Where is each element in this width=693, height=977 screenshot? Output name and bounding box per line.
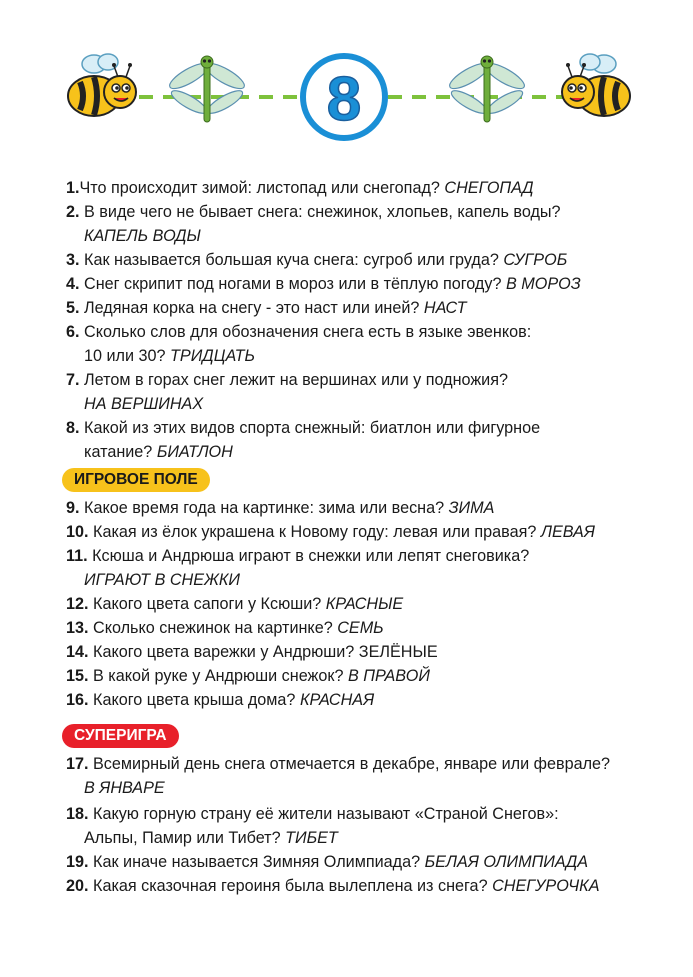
question-2: 2. В виде чего не бывает снега: снежинок, хлопьев, капель воды? xyxy=(66,203,561,221)
question-18: 18. Какую горную страну её жители называют «Страной Снегов»: xyxy=(66,805,559,823)
question-list-part2 xyxy=(66,496,666,712)
answer: В МОРОЗ xyxy=(505,275,581,293)
question-10: 10. Какая из ёлок украшена к Новому году: левая или правая? ЛЕВАЯ xyxy=(66,523,595,541)
answer: ЗЕЛЁНЫЕ xyxy=(358,643,438,661)
question-list-part1 xyxy=(66,176,666,464)
answer: БЕЛАЯ ОЛИМПИАДА xyxy=(424,853,589,871)
answer: ЛЕВАЯ xyxy=(540,523,595,541)
page-number: 8 xyxy=(326,65,362,134)
answer: СЕМЬ xyxy=(337,619,384,637)
question-18-continuation: Альпы, Памир или Тибет? ТИБЕТ xyxy=(84,829,338,847)
answer: ТРИДЦАТЬ xyxy=(170,347,256,365)
question-17: 17. Всемирный день снега отмечается в декабре, январе или феврале? xyxy=(66,755,611,773)
answer: СУГРОБ xyxy=(503,251,568,269)
answer: ЗИМА xyxy=(448,499,495,517)
answer: КАПЕЛЬ ВОДЫ xyxy=(84,227,201,245)
quiz-content xyxy=(66,176,666,898)
question-6-continuation: 10 или 30? ТРИДЦАТЬ xyxy=(84,347,256,365)
bee-icon xyxy=(68,54,136,116)
question-9: 9. Какое время года на картинке: зима или весна? ЗИМА xyxy=(66,499,495,517)
question-11: 11. Ксюша и Андрюша играют в снежки или лепят снеговика? xyxy=(66,547,530,565)
answer: В ЯНВАРЕ xyxy=(84,779,165,797)
question-2-answer-line xyxy=(66,224,666,248)
page-number-badge xyxy=(303,56,385,138)
answer: НА ВЕРШИНАХ xyxy=(84,395,204,413)
question-13: 13. Сколько снежинок на картинке? СЕМЬ xyxy=(66,619,384,637)
question-7: 7. Летом в горах снег лежит на вершинах или у подножия? xyxy=(66,371,508,389)
answer: ТИБЕТ xyxy=(285,829,338,847)
question-8-continuation: катание? БИАТЛОН xyxy=(84,443,233,461)
question-15: 15. В какой руке у Андрюши снежок? В ПРАВОЙ xyxy=(66,667,430,685)
answer: В ПРАВОЙ xyxy=(347,667,430,685)
bee-icon xyxy=(562,54,630,116)
question-list-part3 xyxy=(66,752,666,898)
question-19: 19. Как иначе называется Зимняя Олимпиада? БЕЛАЯ ОЛИМПИАДА xyxy=(66,853,589,871)
answer: НАСТ xyxy=(423,299,467,317)
question-11-answer-line xyxy=(66,568,666,592)
question-4: 4. Снег скрипит под ногами в мороз или в тёплую погоду? В МОРОЗ xyxy=(66,275,581,293)
answer: БИАТЛОН xyxy=(156,443,233,461)
answer: ИГРАЮТ В СНЕЖКИ xyxy=(84,571,241,589)
dragonfly-icon xyxy=(446,56,527,122)
question-1: 1.Что происходит зимой: листопад или снегопад? СНЕГОПАД xyxy=(66,179,534,197)
page-header xyxy=(0,0,693,160)
question-7-answer-line xyxy=(66,392,666,416)
section-title-supergame: СУПЕРИГРА xyxy=(62,724,179,748)
section-title-game-field: ИГРОВОЕ ПОЛЕ xyxy=(62,468,210,492)
question-3: 3. Как называется большая куча снега: сугроб или груда? СУГРОБ xyxy=(66,251,568,269)
answer: КРАСНЫЕ xyxy=(325,595,404,613)
answer: КРАСНАЯ xyxy=(299,691,375,709)
question-6: 6. Сколько слов для обозначения снега есть в языке эвенков: xyxy=(66,323,532,341)
question-17-answer-line xyxy=(66,776,666,800)
question-12: 12. Какого цвета сапоги у Ксюши? КРАСНЫЕ xyxy=(66,595,404,613)
header-decoration xyxy=(0,0,693,160)
question-14: 14. Какого цвета варежки у Андрюши? ЗЕЛЁНЫЕ xyxy=(66,643,438,661)
answer: СНЕГОПАД xyxy=(444,179,534,197)
question-16: 16. Какого цвета крыша дома? КРАСНАЯ xyxy=(66,691,375,709)
question-20: 20. Какая сказочная героиня была вылеплена из снега? СНЕГУРОЧКА xyxy=(66,877,600,895)
answer: СНЕГУРОЧКА xyxy=(492,877,600,895)
question-5: 5. Ледяная корка на снегу - это наст или иней? НАСТ xyxy=(66,299,467,317)
question-8: 8. Какой из этих видов спорта снежный: биатлон или фигурное xyxy=(66,419,541,437)
dragonfly-icon xyxy=(166,56,247,122)
